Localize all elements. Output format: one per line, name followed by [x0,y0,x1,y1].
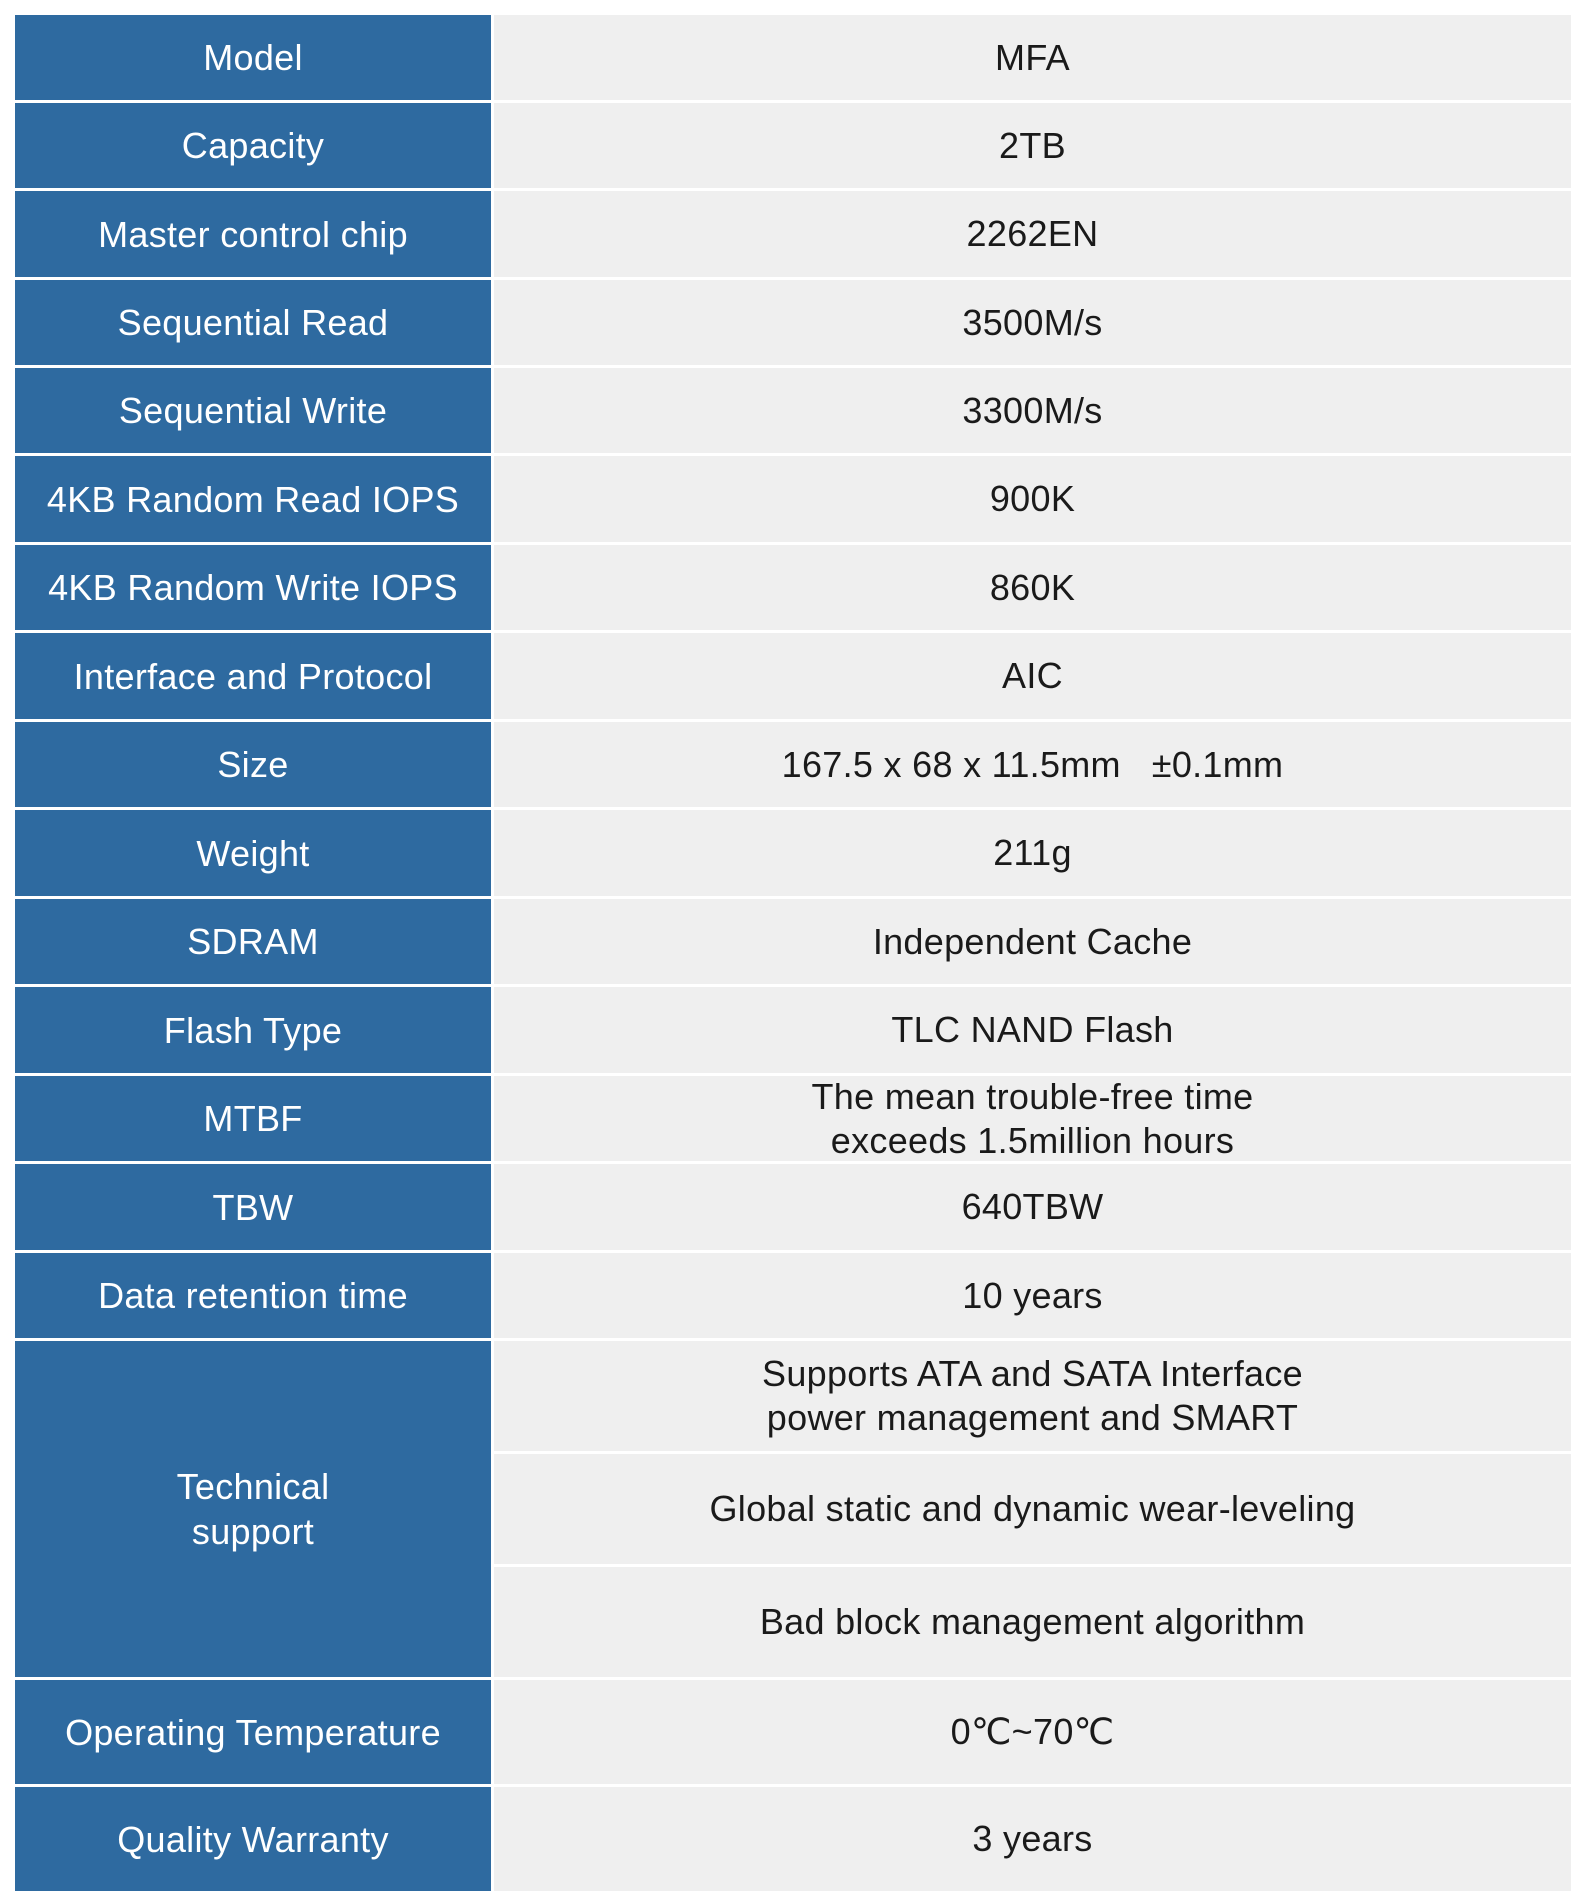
spec-value-random-write-iops: 860K [494,545,1571,630]
spec-value-sdram: Independent Cache [494,899,1571,984]
spec-value-sequential-read: 3500M/s [494,280,1571,365]
spec-label-sequential-read: Sequential Read [15,280,491,365]
spec-label-sequential-write: Sequential Write [15,368,491,453]
spec-value-tbw: 640TBW [494,1164,1571,1250]
spec-label-capacity: Capacity [15,103,491,188]
spec-label-random-read-iops: 4KB Random Read IOPS [15,456,491,542]
spec-label-mtbf: MTBF [15,1076,491,1161]
spec-value-technical-support-1: Supports ATA and SATA Interface power management and SMART [494,1341,1571,1451]
spec-value-random-read-iops: 900K [494,456,1571,542]
spec-label-tbw: TBW [15,1164,491,1250]
spec-value-capacity: 2TB [494,103,1571,188]
spec-label-technical-support: Technical support [15,1341,491,1677]
spec-value-operating-temperature: 0℃~70℃ [494,1680,1571,1784]
spec-label-sdram: SDRAM [15,899,491,984]
spec-value-sequential-write: 3300M/s [494,368,1571,453]
spec-value-technical-support-3: Bad block management algorithm [494,1567,1571,1677]
spec-label-interface-protocol: Interface and Protocol [15,633,491,719]
spec-value-interface-protocol: AIC [494,633,1571,719]
spec-label-flash-type: Flash Type [15,987,491,1073]
spec-label-size: Size [15,722,491,807]
spec-table [15,15,1568,1891]
spec-value-master-control-chip: 2262EN [494,191,1571,277]
spec-value-quality-warranty: 3 years [494,1787,1571,1891]
spec-value-technical-support-2: Global static and dynamic wear-leveling [494,1454,1571,1564]
spec-label-random-write-iops: 4KB Random Write IOPS [15,545,491,630]
spec-value-weight: 211g [494,810,1571,896]
spec-value-data-retention: 10 years [494,1253,1571,1338]
spec-label-master-control-chip: Master control chip [15,191,491,277]
spec-label-model: Model [15,15,491,100]
spec-label-quality-warranty: Quality Warranty [15,1787,491,1891]
spec-label-weight: Weight [15,810,491,896]
spec-value-model: MFA [494,15,1571,100]
spec-value-flash-type: TLC NAND Flash [494,987,1571,1073]
spec-value-mtbf: The mean trouble-free time exceeds 1.5million hours [494,1076,1571,1161]
spec-value-size: 167.5 x 68 x 11.5mm ±0.1mm [494,722,1571,807]
spec-label-operating-temperature: Operating Temperature [15,1680,491,1784]
spec-label-data-retention: Data retention time [15,1253,491,1338]
